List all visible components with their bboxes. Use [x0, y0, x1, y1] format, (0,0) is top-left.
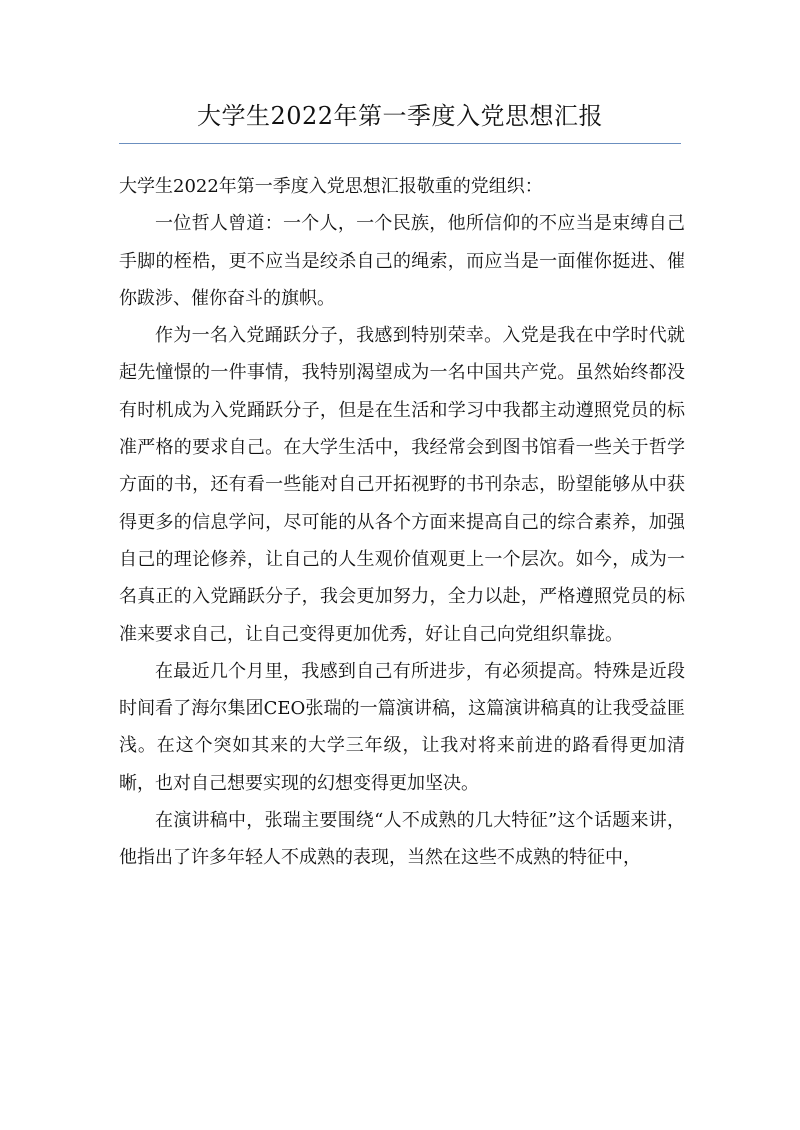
title-divider: [119, 143, 681, 144]
paragraph-1: 一位哲人曾道：一个人，一个民族，他所信仰的不应当是束缚自己手脚的桎梏，更不应当是绞杀自己的绳索，而应当是一面催你挺进、催你跋涉、催你奋斗的旗帜。: [119, 213, 685, 309]
paragraph-4: 在演讲稿中，张瑞主要围绕“人不成熟的几大特征”这个话题来讲，他指出了许多年轻人不成熟的表现，当然在这些不成熟的特征中，: [119, 810, 685, 869]
salutation: 大学生2022年第一季度入党思想汇报敬重的党组织：: [119, 176, 543, 197]
document-title: 大学生2022年第一季度入党思想汇报: [196, 102, 604, 130]
document-body: [119, 168, 685, 877]
paragraph-3: 在最近几个月里，我感到自己有所进步，有必须提高。特殊是近段时间看了海尔集团CEO张瑞的一篇演讲稿，这篇演讲稿真的让我受益匪浅。在这个突如其来的大学三年级，让我对将来前进的路看得更加清晰，也对自己想要实现的幻想变得更加坚决。: [119, 660, 685, 794]
paragraph-2: 作为一名入党踊跃分子，我感到特别荣幸。入党是我在中学时代就起先憧憬的一件事情，我特别渴望成为一名中国共产党。虽然始终都没有时机成为入党踊跃分子，但是在生活和学习中我都主动遵照党员的标准严格的要求自己。在大学生活中，我经常会到图书馆看一些关于哲学方面的书，还有看一些能对自己开拓视野的书刊杂志，盼望能够从中获得更多的信息学问，尽可能的从各个方面来提高自己的综合素养，加强自己的理论修养，让自己的人生观价值观更上一个层次。如今，成为一名真正的入党踊跃分子，我会更加努力，全力以赴，严格遵照党员的标准来要求自己，让自己变得更加优秀，好让自己向党组织靠拢。: [119, 325, 685, 645]
